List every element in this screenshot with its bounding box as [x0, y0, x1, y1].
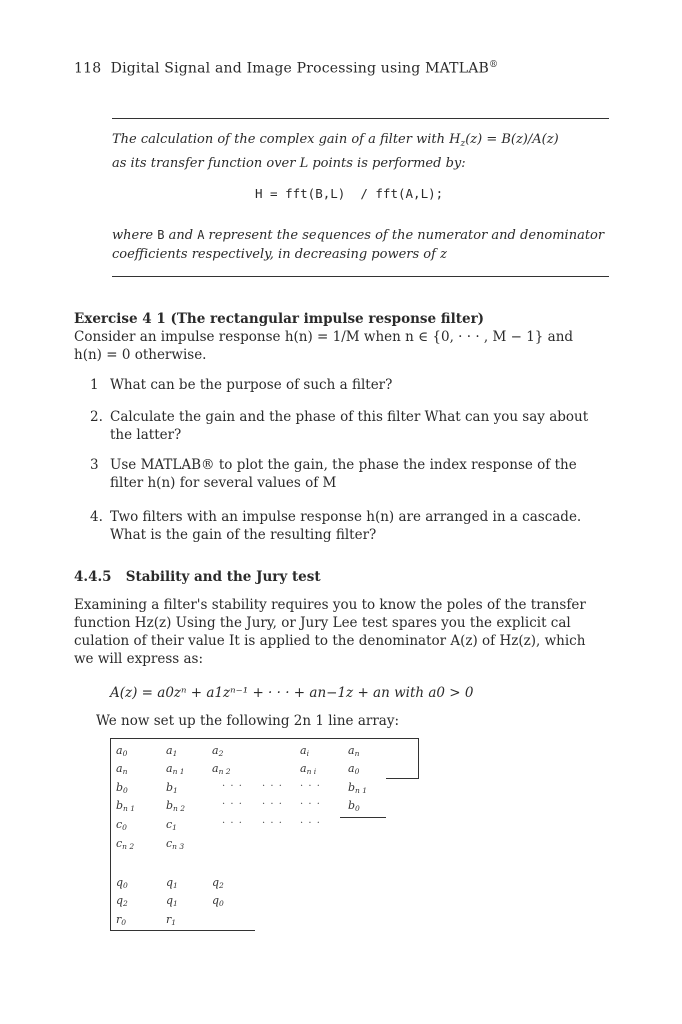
- ellipsis: · · ·: [262, 799, 283, 810]
- note-text: The calculation of the complex gain of a filter with: [112, 132, 450, 147]
- table-cell: an 1: [166, 762, 185, 776]
- table-cell: q2: [116, 894, 128, 908]
- table-cell: b1: [166, 781, 178, 795]
- table-cell: cn 3: [166, 837, 185, 851]
- table-cell: c1: [166, 818, 177, 832]
- registered-mark: ®: [489, 60, 499, 70]
- ellipsis: · · ·: [222, 799, 243, 810]
- table-top-border: [110, 738, 419, 739]
- note-paragraph-1: [112, 130, 612, 173]
- table-left-border: [110, 738, 111, 930]
- section-heading: 4.4.5 Stability and the Jury test: [74, 569, 321, 585]
- table-cell: q2: [212, 876, 224, 890]
- table-cell: q1: [166, 876, 178, 890]
- list-item: 1 What can be the purpose of such a filter?: [90, 377, 393, 393]
- table-cell: a1: [166, 744, 178, 758]
- running-header: [74, 60, 498, 77]
- table-cell: b0: [348, 799, 360, 813]
- note-top-rule: [112, 118, 609, 119]
- table-cell: an: [116, 762, 128, 776]
- list-item: 3 Use MATLAB® to plot the gain, the phase the index response of the filter h(n) for several values of M: [90, 457, 577, 491]
- ellipsis: · · ·: [222, 781, 243, 792]
- table-bottom-border: [110, 930, 255, 931]
- book-title: Digital Signal and Image Processing using MATLAB: [110, 60, 489, 77]
- ellipsis: · · ·: [300, 818, 321, 829]
- table-step-line-3: [340, 817, 386, 818]
- table-cell: an: [348, 744, 360, 758]
- table-cell: r1: [166, 913, 177, 927]
- table-cell: bn 1: [348, 781, 368, 795]
- note-paragraph-2: where B and A represent the sequences of the numerator and denominator coefficients respectively, in decreasing powers of z: [112, 228, 605, 262]
- ellipsis: · · ·: [262, 781, 283, 792]
- note-bottom-rule: [112, 276, 609, 277]
- table-cell: a0: [116, 744, 128, 758]
- table-cell: a0: [348, 762, 360, 776]
- table-cell: an i: [300, 762, 317, 776]
- table-cell: q1: [166, 894, 178, 908]
- note-math: $H_z(z) = B(z)/A(z)$: [449, 132, 559, 149]
- section-paragraph: Examining a filter's stability requires you to know the poles of the transfer function Hz(z) Using the Jury, or Jury Lee test spares you the explicit cal culation of their value It is applied to the denominator A(z) of Hz(z), which we will express as:: [74, 597, 586, 667]
- list-item: 2. Calculate the gain and the phase of this filter What can you say about the latter?: [90, 409, 589, 443]
- ellipsis: · · ·: [300, 799, 321, 810]
- equation: A(z) = a0zⁿ + a1zⁿ⁻¹ + · · · + an−1z + an with a0 > 0: [110, 685, 474, 701]
- table-cell: a2: [212, 744, 224, 758]
- table-cell: b0: [116, 781, 128, 795]
- note-text-2: as its transfer function over L points is performed by:: [112, 156, 466, 171]
- ellipsis: · · ·: [262, 818, 283, 829]
- table-cell: an 2: [212, 762, 231, 776]
- ellipsis: · · ·: [222, 818, 243, 829]
- table-step-line-1: [386, 778, 419, 779]
- exercise-title: Exercise 4 1 (The rectangular impulse response filter): [74, 311, 485, 327]
- table-cell: q0: [212, 894, 224, 908]
- table-cell: bn 1: [116, 799, 136, 813]
- table-cell: r0: [116, 913, 127, 927]
- table-cell: c0: [116, 818, 127, 832]
- table-cell: ai: [300, 744, 309, 758]
- array-intro: We now set up the following 2n 1 line array:: [96, 713, 400, 729]
- exercise-intro: Consider an impulse response h(n) = 1/M when n ∈ {0, · · · , M − 1} and h(n) = 0 otherwise.: [74, 329, 574, 363]
- page-number: 118: [74, 60, 102, 77]
- table-cell: q0: [116, 876, 128, 890]
- list-item: 4. Two filters with an impulse response h(n) are arranged in a cascade. What is the gain of the resulting filter?: [90, 509, 582, 543]
- ellipsis: · · ·: [300, 781, 321, 792]
- table-cell: bn 2: [166, 799, 186, 813]
- table-step-line-2: [418, 738, 419, 779]
- table-cell: cn 2: [116, 837, 135, 851]
- code-line: H = fft(B,L) / fft(A,L);: [255, 186, 444, 201]
